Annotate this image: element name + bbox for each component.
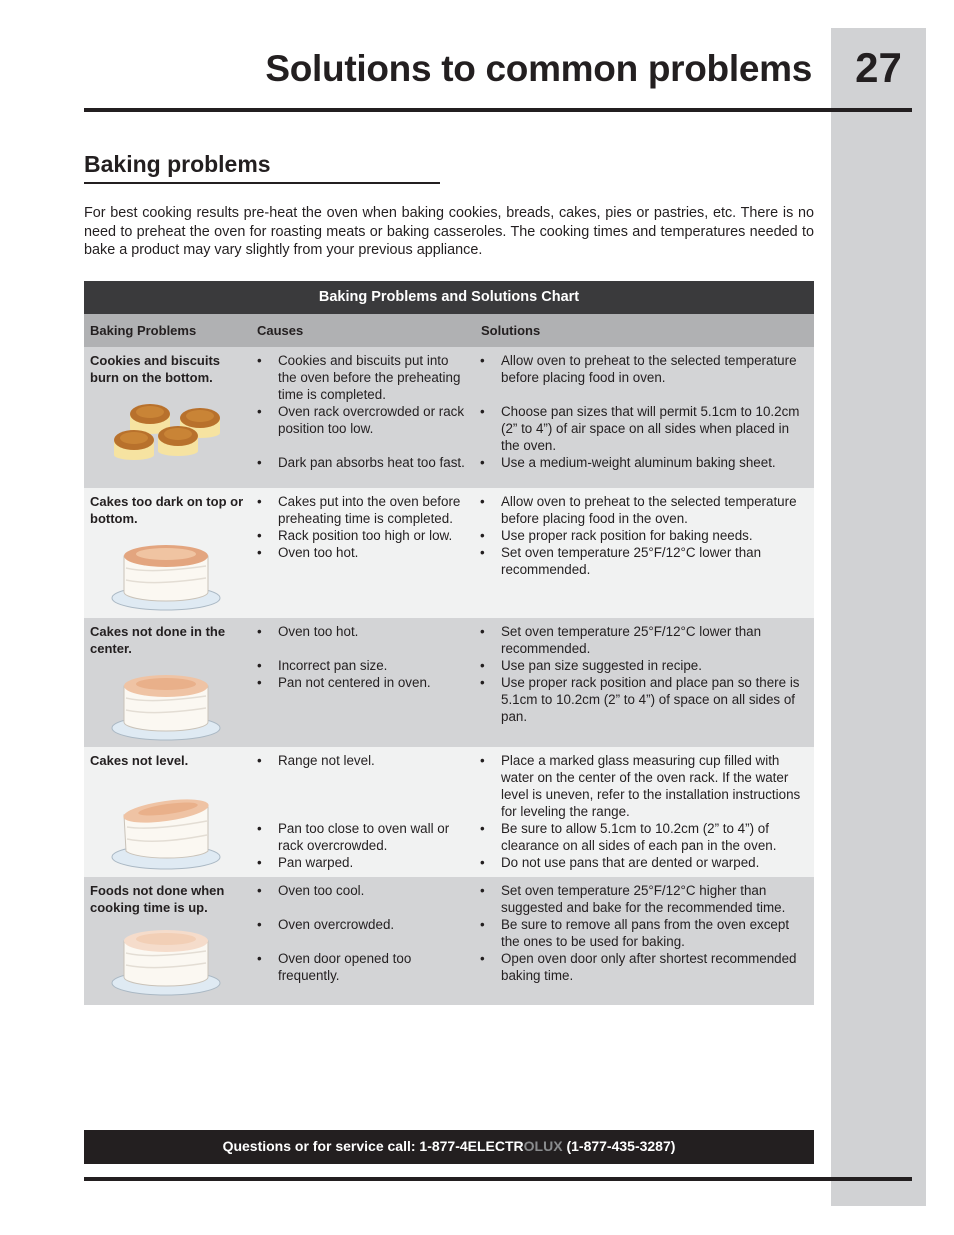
list-item: • Allow oven to preheat to the selected temperature before placing food in the oven.	[478, 493, 810, 527]
cake-icon	[110, 668, 222, 744]
list-item: • Be sure to allow 5.1cm to 10.2cm (2” to 4”) of clearance on all sides of each pan in the oven.	[478, 820, 810, 854]
section-rule	[84, 182, 440, 184]
problem-label: Cakes too dark on top or bottom.	[90, 494, 244, 526]
footer-prefix: Questions or for service call: 1-877-4ELECTR	[222, 1138, 524, 1154]
table-row	[84, 747, 814, 877]
chart-title: Baking Problems and Solutions Chart	[84, 281, 814, 314]
list-item: • Use proper rack position and place pan so there is 5.1cm to 10.2cm (2” to 4”) of space on all sides of pan.	[478, 674, 810, 725]
list-item: • Oven rack overcrowded or rack position too low.	[255, 403, 470, 437]
list-item: • Set oven temperature 25°F/12°C higher than suggested and bake for the recommended time.	[478, 882, 810, 916]
table-row	[84, 488, 814, 618]
list-item: • Pan warped.	[255, 854, 470, 871]
list-item: • Use pan size suggested in recipe.	[478, 657, 810, 674]
side-band	[831, 28, 926, 1206]
list-item: • Pan not centered in oven.	[255, 674, 470, 691]
causes-list	[255, 352, 470, 471]
solutions-list	[478, 882, 810, 984]
list-item: • Place a marked glass measuring cup filled with water on the center of the oven rack. If the water level is uneven, refer to the installation instructions for leveling the range.	[478, 752, 810, 820]
header-problems: Baking Problems	[90, 323, 197, 338]
list-item: • Set oven temperature 25°F/12°C lower than recommended.	[478, 544, 810, 578]
table-row	[84, 347, 814, 488]
table-row	[84, 877, 814, 1005]
list-item: • Rack position too high or low.	[255, 527, 470, 544]
tilted-cake-icon	[110, 795, 222, 873]
list-item: • Use proper rack position for baking needs.	[478, 527, 810, 544]
list-item: • Be sure to remove all pans from the oven except the ones to be used for baking.	[478, 916, 810, 950]
problem-label: Cakes not done in the center.	[90, 624, 226, 656]
list-item: • Oven too hot.	[255, 623, 470, 640]
column-headers	[84, 314, 814, 347]
causes-list	[255, 752, 470, 871]
list-item: • Oven too cool.	[255, 882, 470, 899]
cake-icon	[110, 538, 222, 614]
top-rule	[84, 108, 912, 112]
list-item: • Choose pan sizes that will permit 5.1cm to 10.2cm (2” to 4”) of air space on all sides when placed in the oven.	[478, 403, 810, 454]
section-title: Baking problems	[84, 151, 271, 177]
list-item: • Oven too hot.	[255, 544, 470, 561]
causes-list	[255, 493, 470, 561]
header-causes: Causes	[257, 323, 304, 338]
list-item: • Set oven temperature 25°F/12°C lower than recommended.	[478, 623, 810, 657]
problem-label: Cookies and biscuits burn on the bottom.	[90, 353, 221, 385]
list-item: • Do not use pans that are dented or warped.	[478, 854, 810, 871]
solutions-list	[478, 352, 810, 471]
footer-brand-highlight: OLUX	[523, 1138, 563, 1154]
problem-label: Foods not done when cooking time is up.	[90, 883, 225, 915]
list-item: • Dark pan absorbs heat too fast.	[255, 454, 470, 471]
solutions-list	[478, 752, 810, 871]
solutions-list	[478, 623, 810, 725]
causes-list	[255, 623, 470, 691]
list-item: • Cookies and biscuits put into the oven before the preheating time is completed.	[255, 352, 470, 403]
problem-label: Cakes not level.	[90, 753, 189, 768]
list-item: • Cakes put into the oven before preheating time is completed.	[255, 493, 470, 527]
list-item: • Open oven door only after shortest recommended baking time.	[478, 950, 810, 984]
header-solutions: Solutions	[481, 323, 541, 338]
cookies-icon	[106, 397, 228, 477]
list-item: • Oven overcrowded.	[255, 916, 470, 933]
bottom-rule	[84, 1177, 912, 1181]
service-footer	[84, 1130, 814, 1164]
list-item: • Oven door opened too frequently.	[255, 950, 470, 984]
list-item: • Range not level.	[255, 752, 470, 769]
table-row	[84, 618, 814, 747]
solutions-list	[478, 493, 810, 578]
baking-chart	[84, 281, 814, 1005]
list-item: • Allow oven to preheat to the selected temperature before placing food in oven.	[478, 352, 810, 386]
list-item: • Pan too close to oven wall or rack overcrowded.	[255, 820, 470, 854]
page-number: 27	[855, 44, 902, 91]
causes-list	[255, 882, 470, 984]
footer-suffix: (1-877-435-3287)	[562, 1138, 676, 1154]
cake-icon	[110, 923, 222, 999]
page-title: Solutions to common problems	[265, 48, 812, 89]
list-item: • Incorrect pan size.	[255, 657, 470, 674]
list-item: • Use a medium-weight aluminum baking sheet.	[478, 454, 810, 471]
intro-paragraph: For best cooking results pre-heat the oven when baking cookies, breads, cakes, pies or pastries, etc. There is no need to preheat the oven for roasting meats or baking casseroles. The cooking times and temperatures needed to bake a product may vary slightly from your previous appliance.	[84, 205, 814, 258]
